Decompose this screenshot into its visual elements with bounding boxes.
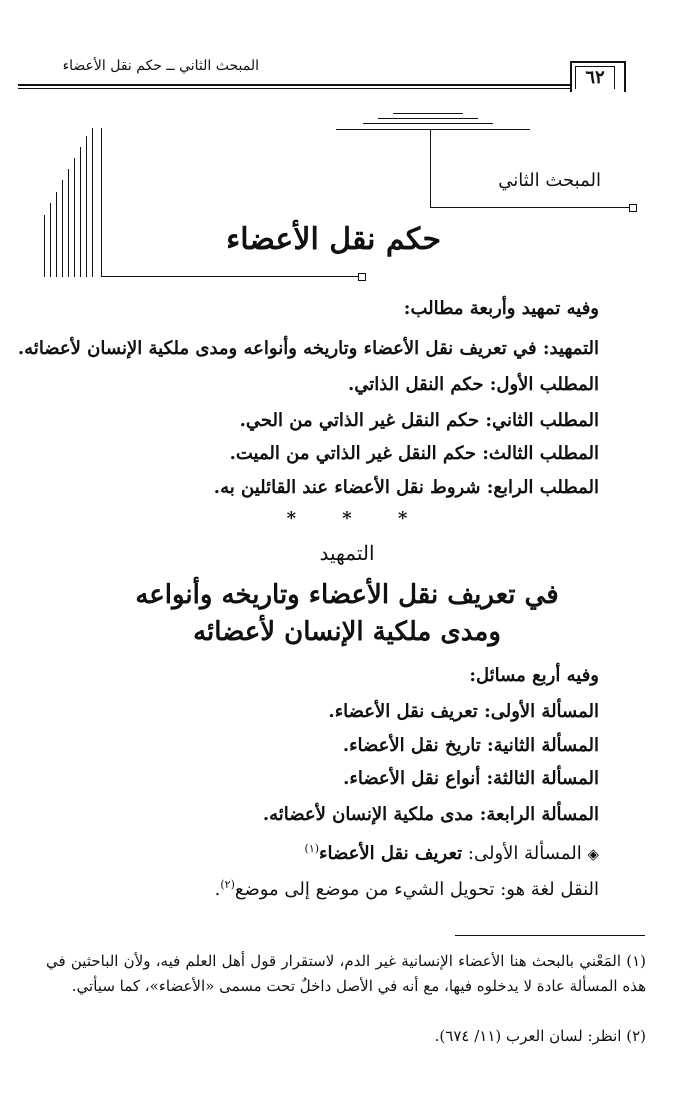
intro-line: وفيه تمهيد وأربعة مطالب: <box>403 298 599 319</box>
running-head: المبحث الثاني ــ حكم نقل الأعضاء <box>62 58 259 74</box>
diamond-bullet-icon: ◈ <box>587 845 599 863</box>
header-rule <box>18 84 571 86</box>
section-title: حكم نقل الأعضاء <box>226 222 441 257</box>
q1-title: تعريف نقل الأعضاء <box>319 843 463 864</box>
tamheed-title-line2: ومدى ملكية الإنسان لأعضائه <box>193 617 501 647</box>
q1-heading <box>305 842 599 864</box>
question-item: المسألة الثانية: تاريخ نقل الأعضاء. <box>342 735 599 756</box>
q1-text-body: النقل لغة هو: تحويل الشيء من موضع إلى موضع <box>234 879 599 900</box>
footnote-ref: (١) <box>304 842 320 855</box>
question-item: المسألة الرابعة: مدى ملكية الإنسان لأعضائه. <box>262 804 599 825</box>
footnote-2: (٢) انظر: لسان العرب (١١/ ٦٧٤). <box>434 1027 646 1045</box>
footnote-ref: (٢) <box>220 878 235 891</box>
tamheed-title-line1: في تعريف نقل الأعضاء وتاريخه وأنواعه <box>135 580 559 610</box>
footnote-1: (١) المَعْني بالبحث هنا الأعضاء الإنسانية غير الدم، لاستقرار قول أهل العلم فيه، ولأن الباحثين في هذه المسألة عادة لا يدخلوه فيها، مع أنه في الأصل داخلٌ تحت مسمى «الأعضاء»، كما سيأتي. <box>46 952 646 995</box>
outline-item: المطلب الأول: حكم النقل الذاتي. <box>348 374 599 395</box>
outline-item: المطلب الثاني: حكم النقل غير الذاتي من الحي. <box>239 410 599 431</box>
section-label: المبحث الثاني <box>498 170 601 191</box>
questions-intro: وفيه أربع مسائل: <box>469 665 599 686</box>
q1-label: المسألة الأولى: <box>467 843 582 864</box>
question-item: المسألة الثالثة: أنواع نقل الأعضاء. <box>343 768 599 789</box>
outline-item: التمهيد: في تعريف نقل الأعضاء وتاريخه وأنواعه ومدى ملكية الإنسان لأعضائه. <box>17 338 599 359</box>
page-number: ٦٢ <box>575 66 615 89</box>
footnote-rule <box>455 935 645 936</box>
outline-item: المطلب الرابع: شروط نقل الأعضاء عند القائلين به. <box>213 477 599 498</box>
q1-text-end: . <box>214 879 221 900</box>
separator-stars: * * * <box>286 508 428 529</box>
question-item: المسألة الأولى: تعريف نقل الأعضاء. <box>328 701 599 722</box>
header-rule-thin <box>18 88 571 89</box>
tamheed-label: التمهيد <box>319 541 375 565</box>
q1-text <box>215 878 599 900</box>
outline-item: المطلب الثالث: حكم النقل غير الذاتي من الميت. <box>229 443 599 464</box>
